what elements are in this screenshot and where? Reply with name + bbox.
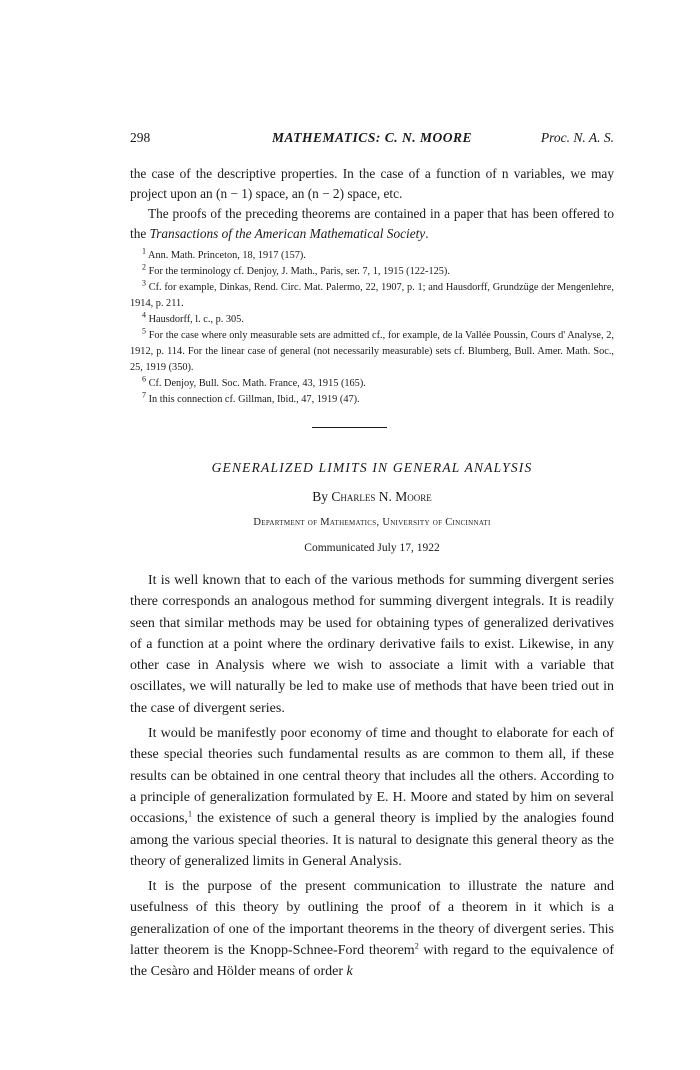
footnote-mark: 1 <box>142 246 146 256</box>
footnote-text: Cf. Denjoy, Bull. Soc. Math. France, 43, 1915 (165). <box>148 378 366 389</box>
footnote-mark: 4 <box>142 310 146 320</box>
body-p3-b: with regard to the equivalence of the Cesàro and Hölder means of order <box>130 943 614 980</box>
article-body <box>130 570 614 987</box>
footnote <box>130 264 614 280</box>
order-k: k <box>346 964 353 980</box>
footnote-ref-1: 1 <box>187 809 192 819</box>
body-paragraph-1: It is well known that to each of the various methods for summing divergent series there corresponds an analogous method for summing divergent integrals. It is readily seen that similar methods may be used for obtaining types of generalized derivatives of a function at a point where the ordinary derivative fails to exist. Likewise, in any other case in Analysis where we wish to associate a limit with a variable that oscillates, we will naturally be led to make use of methods that have been tried out in the case of divergent series. <box>130 573 614 716</box>
footnote <box>130 280 614 312</box>
body-p2-b: the existence of such a general theory is implied by the analogies found among the various special theories. It is natural to designate this general theory as the theory of generalized limits in General Analysis. <box>130 811 614 869</box>
continuation-text <box>130 164 614 244</box>
running-title: MATHEMATICS: C. N. MOORE <box>272 130 472 145</box>
footnote-text: For the terminology cf. Denjoy, J. Math., Paris, ser. 7, 1, 1915 (122-125). <box>148 266 450 277</box>
continuation-paragraph-1: the case of the descriptive properties. In the case of a function of n variables, we may project upon an (n − 1) space, an (n − 2) space, etc. <box>130 166 614 201</box>
footnote-text: In this connection cf. Gillman, Ibid., 47, 1919 (47). <box>148 394 360 405</box>
body-p3-a: It is the purpose of the present communication to illustrate the nature and usefulness of this theory by outlining the proof of a theorem in it which is a generalization of one of the important theorems in the theory of divergent series. This latter theorem is the Knopp-Schnee-Ford theorem <box>130 879 614 959</box>
footnote-text: Cf. for example, Dinkas, Rend. Circ. Mat. Palermo, 22, 1907, p. 1; and Hausdorff, Grundzüge der Mengenlehre, 1914, p. 211. <box>130 282 614 309</box>
footnote-ref-2: 2 <box>414 941 419 951</box>
footnotes <box>130 248 614 408</box>
continuation-p2-start: The proofs of the preceding theorems are contained in a paper that has been offered to the <box>130 206 614 241</box>
continuation-paragraph-2 <box>130 204 614 244</box>
footnote <box>130 328 614 376</box>
footnote-mark: 5 <box>142 326 146 336</box>
footnote-mark: 2 <box>142 262 146 272</box>
continuation-p2-end: . <box>425 226 429 241</box>
footnote-text: For the case where only measurable sets are admitted cf., for example, de la Vallée Poussin, Cours d' Analyse, 2, 1912, p. 114. For the linear case of general (not necessarily measurable) sets cf. Blumberg, Bull. Amer. Math. Soc., 25, 1919 (350). <box>130 330 614 373</box>
author-name: Charles N. Moore <box>331 489 432 504</box>
footnote <box>130 376 614 392</box>
author-affiliation: Department of Mathematics, University of Cincinnati <box>253 517 491 528</box>
footnote <box>130 312 614 328</box>
body-p2-a: It would be manifestly poor economy of time and thought to elaborate for each of these special theories such fundamental results as are common to them all, if these results can be obtained in one central theory that includes all the others. According to a principle of generalization formulated by E. H. Moore and stated by him on several occasions, <box>130 726 614 827</box>
article-author <box>130 489 614 505</box>
author-by: By <box>312 489 328 504</box>
body-paragraph-3 <box>130 876 614 982</box>
journal-abbrev: Proc. N. A. S. <box>540 130 614 145</box>
body-paragraph-2 <box>130 723 614 872</box>
footnote-mark: 3 <box>142 278 146 288</box>
footnote-mark: 6 <box>142 374 146 384</box>
footnote-mark: 7 <box>142 390 146 400</box>
footnote <box>130 248 614 264</box>
footnote-text: Ann. Math. Princeton, 18, 1917 (157). <box>148 250 306 261</box>
running-header <box>130 130 614 150</box>
communicated-date: Communicated July 17, 1922 <box>304 542 440 554</box>
page-number: 298 <box>130 130 151 145</box>
continuation-p2-journal: Transactions of the American Mathematical Society <box>149 226 426 241</box>
footnote-text: Hausdorff, l. c., p. 305. <box>148 314 244 325</box>
article-title: GENERALIZED LIMITS IN GENERAL ANALYSIS <box>211 460 533 475</box>
footnote <box>130 392 614 408</box>
section-divider <box>312 427 387 428</box>
